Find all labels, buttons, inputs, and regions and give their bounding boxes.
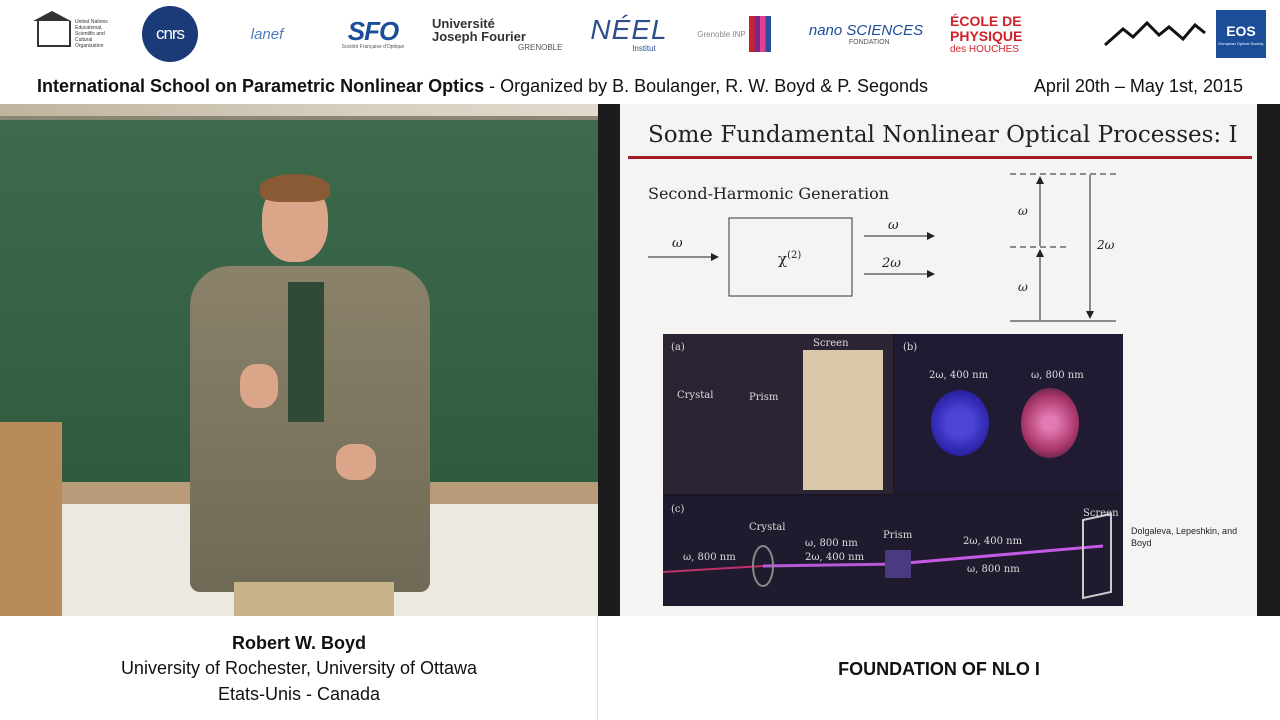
neel-logo — [586, 8, 672, 60]
event-title — [37, 76, 928, 97]
eos-text: EOS — [1226, 22, 1256, 39]
nano-text: nano SCIENCES — [808, 22, 924, 39]
cnrs-text: cnrs — [142, 6, 198, 62]
neel-text: NÉEL — [590, 13, 668, 45]
chi-label — [778, 250, 801, 268]
speaker-name: Robert W. Boyd — [232, 633, 366, 653]
photo-c-screen-label: Screen — [1083, 508, 1119, 519]
ujf-city: GRENOBLE — [518, 42, 563, 52]
nanosciences-logo — [792, 8, 940, 60]
unesco-text: United Nations Educational, Scientific and Cultural Organization — [75, 19, 108, 49]
lanef-logo — [232, 8, 302, 60]
event-dates: April 20th – May 1st, 2015 — [1033, 76, 1243, 96]
photo-c-crystal-label: Crystal — [749, 522, 786, 533]
lanef-text: lanef — [250, 25, 284, 43]
photo-c-label: (c) — [671, 504, 685, 515]
photo-a-label: (a) — [671, 342, 685, 353]
ujf-logo — [432, 8, 572, 60]
lecturer-trousers — [234, 582, 394, 616]
level-omega-lower-label: ω — [1018, 280, 1028, 294]
shg-photo — [663, 334, 1123, 606]
photo-c-input-label: ω, 800 nm — [683, 552, 736, 563]
beam-path — [663, 496, 1123, 606]
output-omega-label: ω — [888, 218, 899, 233]
houches-logo — [950, 8, 1092, 60]
level-2omega-label: 2ω — [1097, 238, 1115, 252]
event-title-bar — [0, 70, 1280, 104]
photo-a-prism-label: Prism — [749, 392, 779, 403]
speaker-country: Etats-Unis - Canada — [217, 684, 381, 704]
temple-icon — [37, 21, 71, 47]
lecturer — [190, 174, 430, 616]
photo-c-mid1-label: ω, 800 nm — [805, 538, 858, 549]
red-spot — [1021, 388, 1079, 458]
shg-diagram — [620, 104, 1257, 334]
photo-a-screen — [803, 350, 883, 490]
photo-panel-b — [895, 334, 1123, 494]
lecturer-hand — [240, 364, 278, 408]
lecturer-sweater — [288, 282, 324, 422]
mountains-icon — [1103, 19, 1207, 49]
photo-panel-c — [663, 496, 1123, 606]
eos-subtext: European Optical Society — [1218, 40, 1264, 46]
output-2omega-label: 2ω — [882, 256, 901, 271]
photo-credit: Dolgaleva, Lepeshkin, and Boyd — [1131, 526, 1238, 548]
mountains-logo — [1102, 8, 1208, 60]
lecturer-hand-remote — [336, 444, 376, 480]
slide-subtitle: Second-Harmonic Generation — [648, 184, 890, 203]
grenoble-inp-text: Grenoble INP — [697, 29, 746, 39]
nano-subtext: FONDATION — [848, 39, 890, 46]
photo-b-blue-label: 2ω, 400 nm — [929, 370, 989, 381]
lecture-video[interactable] — [0, 104, 598, 616]
photo-b-label: (b) — [903, 342, 918, 353]
photo-c-prism-label: Prism — [883, 530, 913, 541]
slide-title: Some Fundamental Nonlinear Optical Processes: I — [648, 122, 1238, 148]
cnrs-logo — [142, 8, 198, 60]
ujf-line2: Joseph Fourier — [432, 28, 526, 44]
houches-line1: ÉCOLE DE PHYSIQUE — [950, 12, 1023, 44]
photo-c-out2-label: ω, 800 nm — [967, 564, 1020, 575]
photo-c-mid2-label: 2ω, 400 nm — [805, 552, 865, 563]
photo-b-red-label: ω, 800 nm — [1031, 370, 1084, 381]
chi-order: (2) — [787, 250, 802, 261]
grenoble-inp-logo — [690, 8, 778, 60]
photo-panel-a — [663, 334, 893, 494]
neel-subtext: Institut — [632, 43, 656, 53]
chi-symbol: χ — [778, 250, 788, 268]
sfo-text: SFO — [347, 16, 399, 46]
sfo-logo — [338, 8, 408, 60]
photo-a-crystal-label: Crystal — [677, 390, 714, 401]
desk — [0, 422, 62, 616]
inp-bars-icon — [749, 16, 771, 52]
speaker-affiliation: University of Rochester, University of Ottawa — [120, 658, 478, 678]
blue-spot — [931, 390, 989, 456]
level-omega-upper-label: ω — [1018, 204, 1028, 218]
input-omega-label: ω — [672, 236, 683, 251]
course-title: FOUNDATION OF NLO I — [838, 659, 1040, 679]
houches-line2: des HOUCHES — [950, 43, 1019, 55]
photo-c-out1-label: 2ω, 400 nm — [963, 536, 1023, 547]
school-name: International School on Parametric Nonlinear Optics — [37, 76, 485, 96]
eos-logo — [1216, 8, 1266, 60]
unesco-logo — [36, 8, 110, 60]
organizers: - Organized by B. Boulanger, R. W. Boyd & P. Segonds — [484, 76, 929, 96]
sponsor-logos — [0, 0, 1280, 68]
ujf-line1: Université — [432, 15, 495, 31]
sfo-subtext: Société Française d'Optique — [341, 44, 405, 50]
photo-a-screen-label: Screen — [813, 338, 849, 349]
lecturer-hair — [260, 174, 330, 202]
